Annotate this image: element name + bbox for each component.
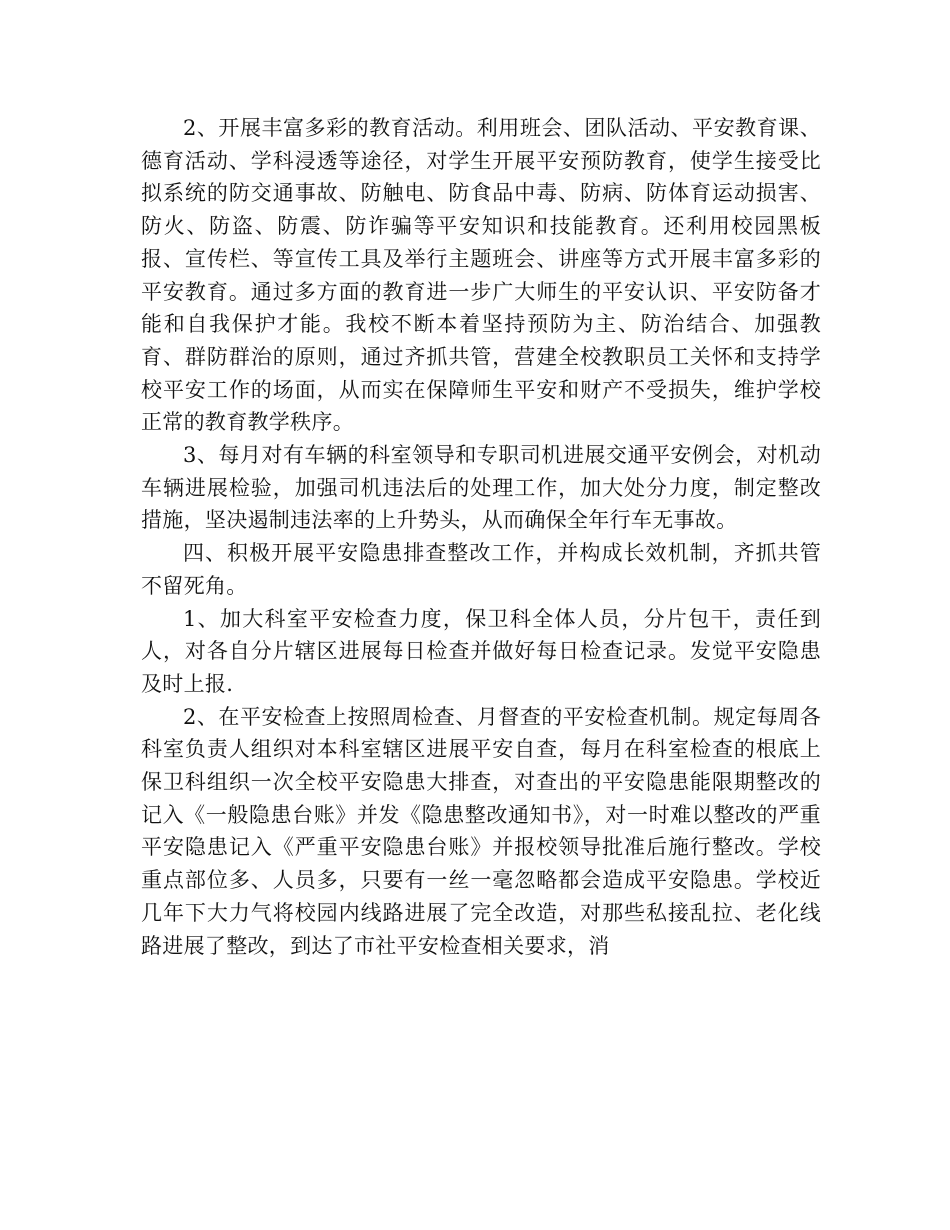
paragraph-education-activities: 2、开展丰富多彩的教育活动。利用班会、团队活动、平安教育课、德育活动、学科浸透等途径，对学生开展平安预防教育，使学生接受比拟系统的防交通事故、防触电、防食品中毒、防病、防体育运动损害、防火、防盗、防震、防诈骗等平安知识和技能教育。还利用校园黑板报、宣传栏、等宣传工具及举行主题班会、讲座等方式开展丰富多彩的平安教育。通过多方面的教育进一步广大师生的平安认识、平安防备才能和自我保护才能。我校不断本着坚持预防为主、防治结合、加强教育、群防群治的原则，通过齐抓共管，营建全校教职员工关怀和支持学校平安工作的场面，从而实在保障师生平安和财产不受损失，维护学校正常的教育教学秩序。 (141, 116, 821, 435)
paragraph-vehicle-safety: 3、每月对有车辆的科室领导和专职司机进展交通平安例会，对机动车辆进展检验，加强司机违法后的处理工作，加大处分力度，制定整改措施，坚决遏制违法率的上升势头，从而确保全年行车无事故。 (141, 443, 821, 533)
paragraph-inspection-intensity: 1、加大科室平安检查力度，保卫科全体人员，分片包干，责任到人，对各自分片辖区进展每日检查并做好每日检查记录。发觉平安隐患及时上报. (141, 606, 821, 696)
paragraph-inspection-mechanism: 2、在平安检查上按照周检查、月督查的平安检查机制。规定每周各科室负责人组织对本科室辖区进展平安自查，每月在科室检查的根底上保卫科组织一次全校平安隐患大排查，对查出的平安隐患能限期整改的记入《一般隐患台账》并发《隐患整改通知书》，对一时难以整改的严重平安隐患记入《严重平安隐患台账》并报校领导批准后施行整改。学校重点部位多、人员多，只要有一丝一毫忽略都会造成平安隐患。学校近几年下大力气将校园内线路进展了完全改造，对那些私接乱拉、老化线路进展了整改，到达了市社平安检查相关要求，消 (141, 704, 821, 958)
document-page (141, 112, 821, 962)
section-heading-hazard-inspection: 四、积极开展平安隐患排查整改工作，并构成长效机制，齐抓共管不留死角。 (141, 541, 821, 598)
